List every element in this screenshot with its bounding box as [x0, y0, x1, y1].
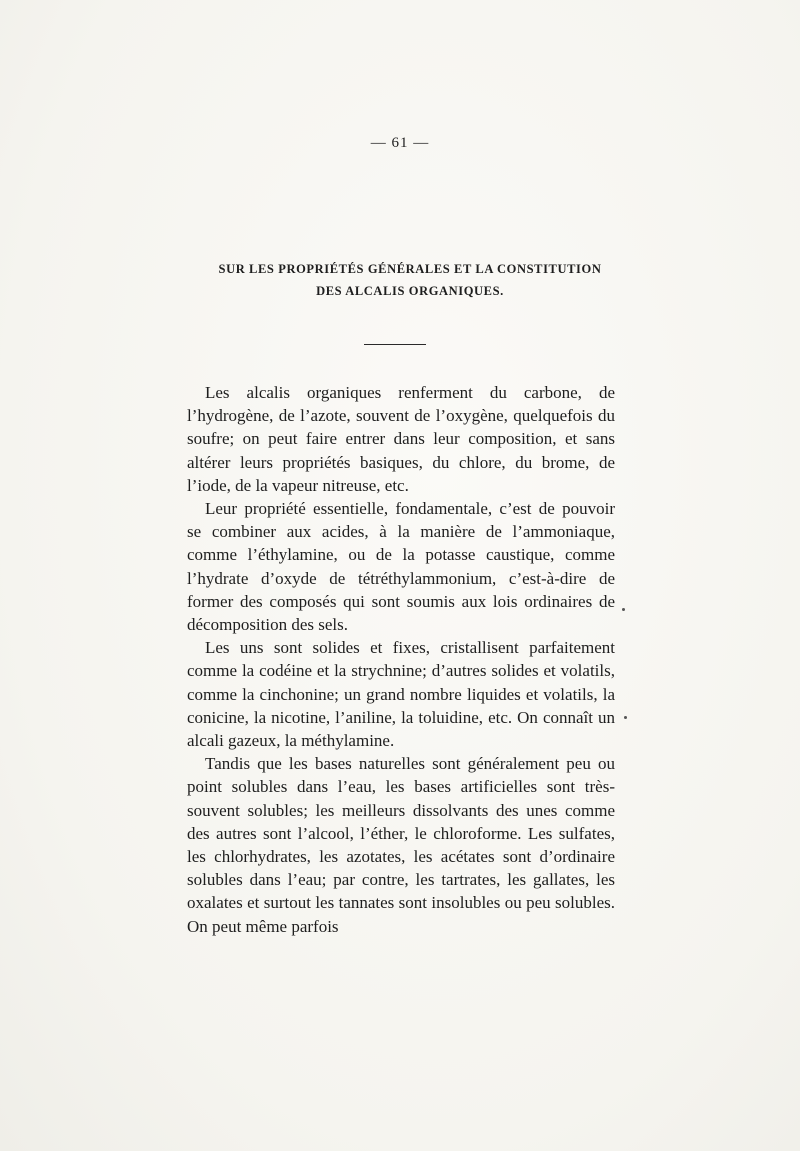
section-heading — [150, 258, 670, 302]
paragraph-4: Tandis que les bases naturelles sont généralement peu ou point solubles dans l’eau, les bases artificielles sont très-souvent solubles; les meilleurs dissolvants des unes comme des autres sont l’alcool, l’éther, le chloroforme. Les sulfates, les chlorhydrates, les azotates, les acétates sont d’ordinaire solubles dans l’eau; par contre, les tartrates, les gallates, les oxalates et surtout les tannates sont insolubles ou peu solubles. On peut même parfois — [187, 754, 615, 936]
page-number: — 61 — — [370, 135, 430, 151]
margin-speck — [624, 716, 627, 719]
body-text — [187, 381, 615, 938]
heading-line-2: DES ALCALIS ORGANIQUES. — [316, 284, 504, 298]
paragraph-3: Les uns sont solides et fixes, cristallisent parfaitement comme la codéine et la strychnine; d’autres solides et volatils, comme la cinchonine; un grand nombre liquides et volatils, la conicine, la nicotine, l’aniline, la toluidine, etc. On connaît un alcali gazeux, la méthylamine. — [187, 638, 615, 751]
paragraph-1: Les alcalis organiques renferment du carbone, de l’hydrogène, de l’azote, souvent de l’oxygène, quelquefois du soufre; on peut faire entrer dans leur composition, et sans altérer leurs propriétés basiques, du chlore, du brome, de l’iode, de la vapeur nitreuse, etc. — [187, 383, 615, 495]
separator-rule — [364, 344, 426, 345]
heading-line-1: SUR LES PROPRIÉTÉS GÉNÉRALES ET LA CONSTITUTION — [218, 262, 602, 276]
margin-speck — [622, 608, 625, 611]
paragraph-2: Leur propriété essentielle, fondamentale, c’est de pouvoir se combiner aux acides, à la manière de l’ammoniaque, comme l’éthylamine, ou de la potasse caustique, comme l’hydrate d’oxyde de tétréthylammonium, c’est-à-dire de former des composés qui sont soumis aux lois ordinaires de décomposition des sels. — [187, 499, 615, 635]
